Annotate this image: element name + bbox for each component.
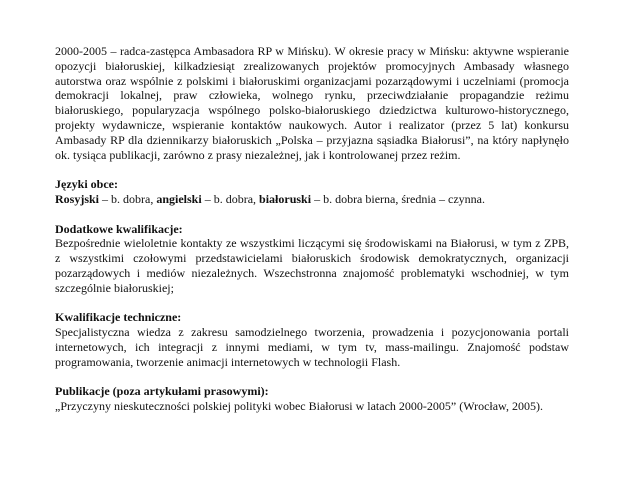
document-page (55, 44, 569, 414)
languages-heading: Języki obce: (55, 177, 118, 192)
language-name: białoruski (259, 191, 312, 206)
publications-section (55, 384, 569, 414)
languages-section (55, 177, 569, 207)
intro-paragraph: 2000-2005 – radca-zastępca Ambasadora RP w Mińsku). W okresie pracy w Mińsku: aktywne wspieranie opozycji białoruskiej, kilkadziesiąt zrealizowanych projektów promocyjnych Ambasady własnego autorstwa oraz wspólnie z polskimi i białoruskimi organizacjami pozarządowymi i uczelniami (promocja demokracji lokalnej, praw człowieka, wolnego rynku, przeciwdziałanie propagandzie reżimu białoruskiego, popularyzacja wspólnego polsko-białoruskiego dziedzictwa kulturowo-historycznego, projekty wydawnicze, wspieranie kontaktów naukowych. Autor i realizator (przez 5 lat) konkursu Ambasady RP dla dziennikarzy białoruskich „Polska – przyjazna sąsiadka Białorusi”, na który napłynęło ok. tysiąca publikacji, zarówno z prasy niezależnej, jak i kontrolowanej przez reżim. (55, 44, 569, 162)
technical-paragraph: Specjalistyczna wiedza z zakresu samodzielnego tworzenia, prowadzenia i pozycjonowania portali internetowych, ich integracji z innymi mediami, w tym tv, mass-mailingu. Znajomość podstaw programowania, tworzenie animacji internetowych w technologii Flash. (55, 325, 569, 369)
qualifications-heading: Dodatkowe kwalifikacje: (55, 221, 183, 236)
language-level: – b. dobra bierna, średnia – czynna. (311, 191, 485, 206)
languages-list (55, 192, 569, 207)
qualifications-section (55, 222, 569, 296)
publications-paragraph: „Przyczyny nieskuteczności polskiej polityki wobec Białorusi w latach 2000-2005” (Wrocław, 2005). (55, 399, 543, 414)
language-name: angielski (156, 191, 202, 206)
technical-section (55, 310, 569, 369)
language-level: – b. dobra, (99, 191, 157, 206)
technical-heading: Kwalifikacje techniczne: (55, 310, 182, 325)
publications-heading: Publikacje (poza artykułami prasowymi): (55, 384, 269, 399)
language-level: – b. dobra, (201, 191, 260, 206)
qualifications-paragraph: Bezpośrednie wieloletnie kontakty ze wszystkimi liczącymi się środowiskami na Białorusi, w tym z ZPB, z wszystkimi czołowymi przedstawicielami białoruskich środowisk demokratycznych, organizacji pozarządowych i mediów niezależnych. Wszechstronna znajomość problematyki wschodniej, w tym szczególnie białoruskiej; (55, 236, 569, 295)
language-name: Rosyjski (55, 191, 100, 206)
